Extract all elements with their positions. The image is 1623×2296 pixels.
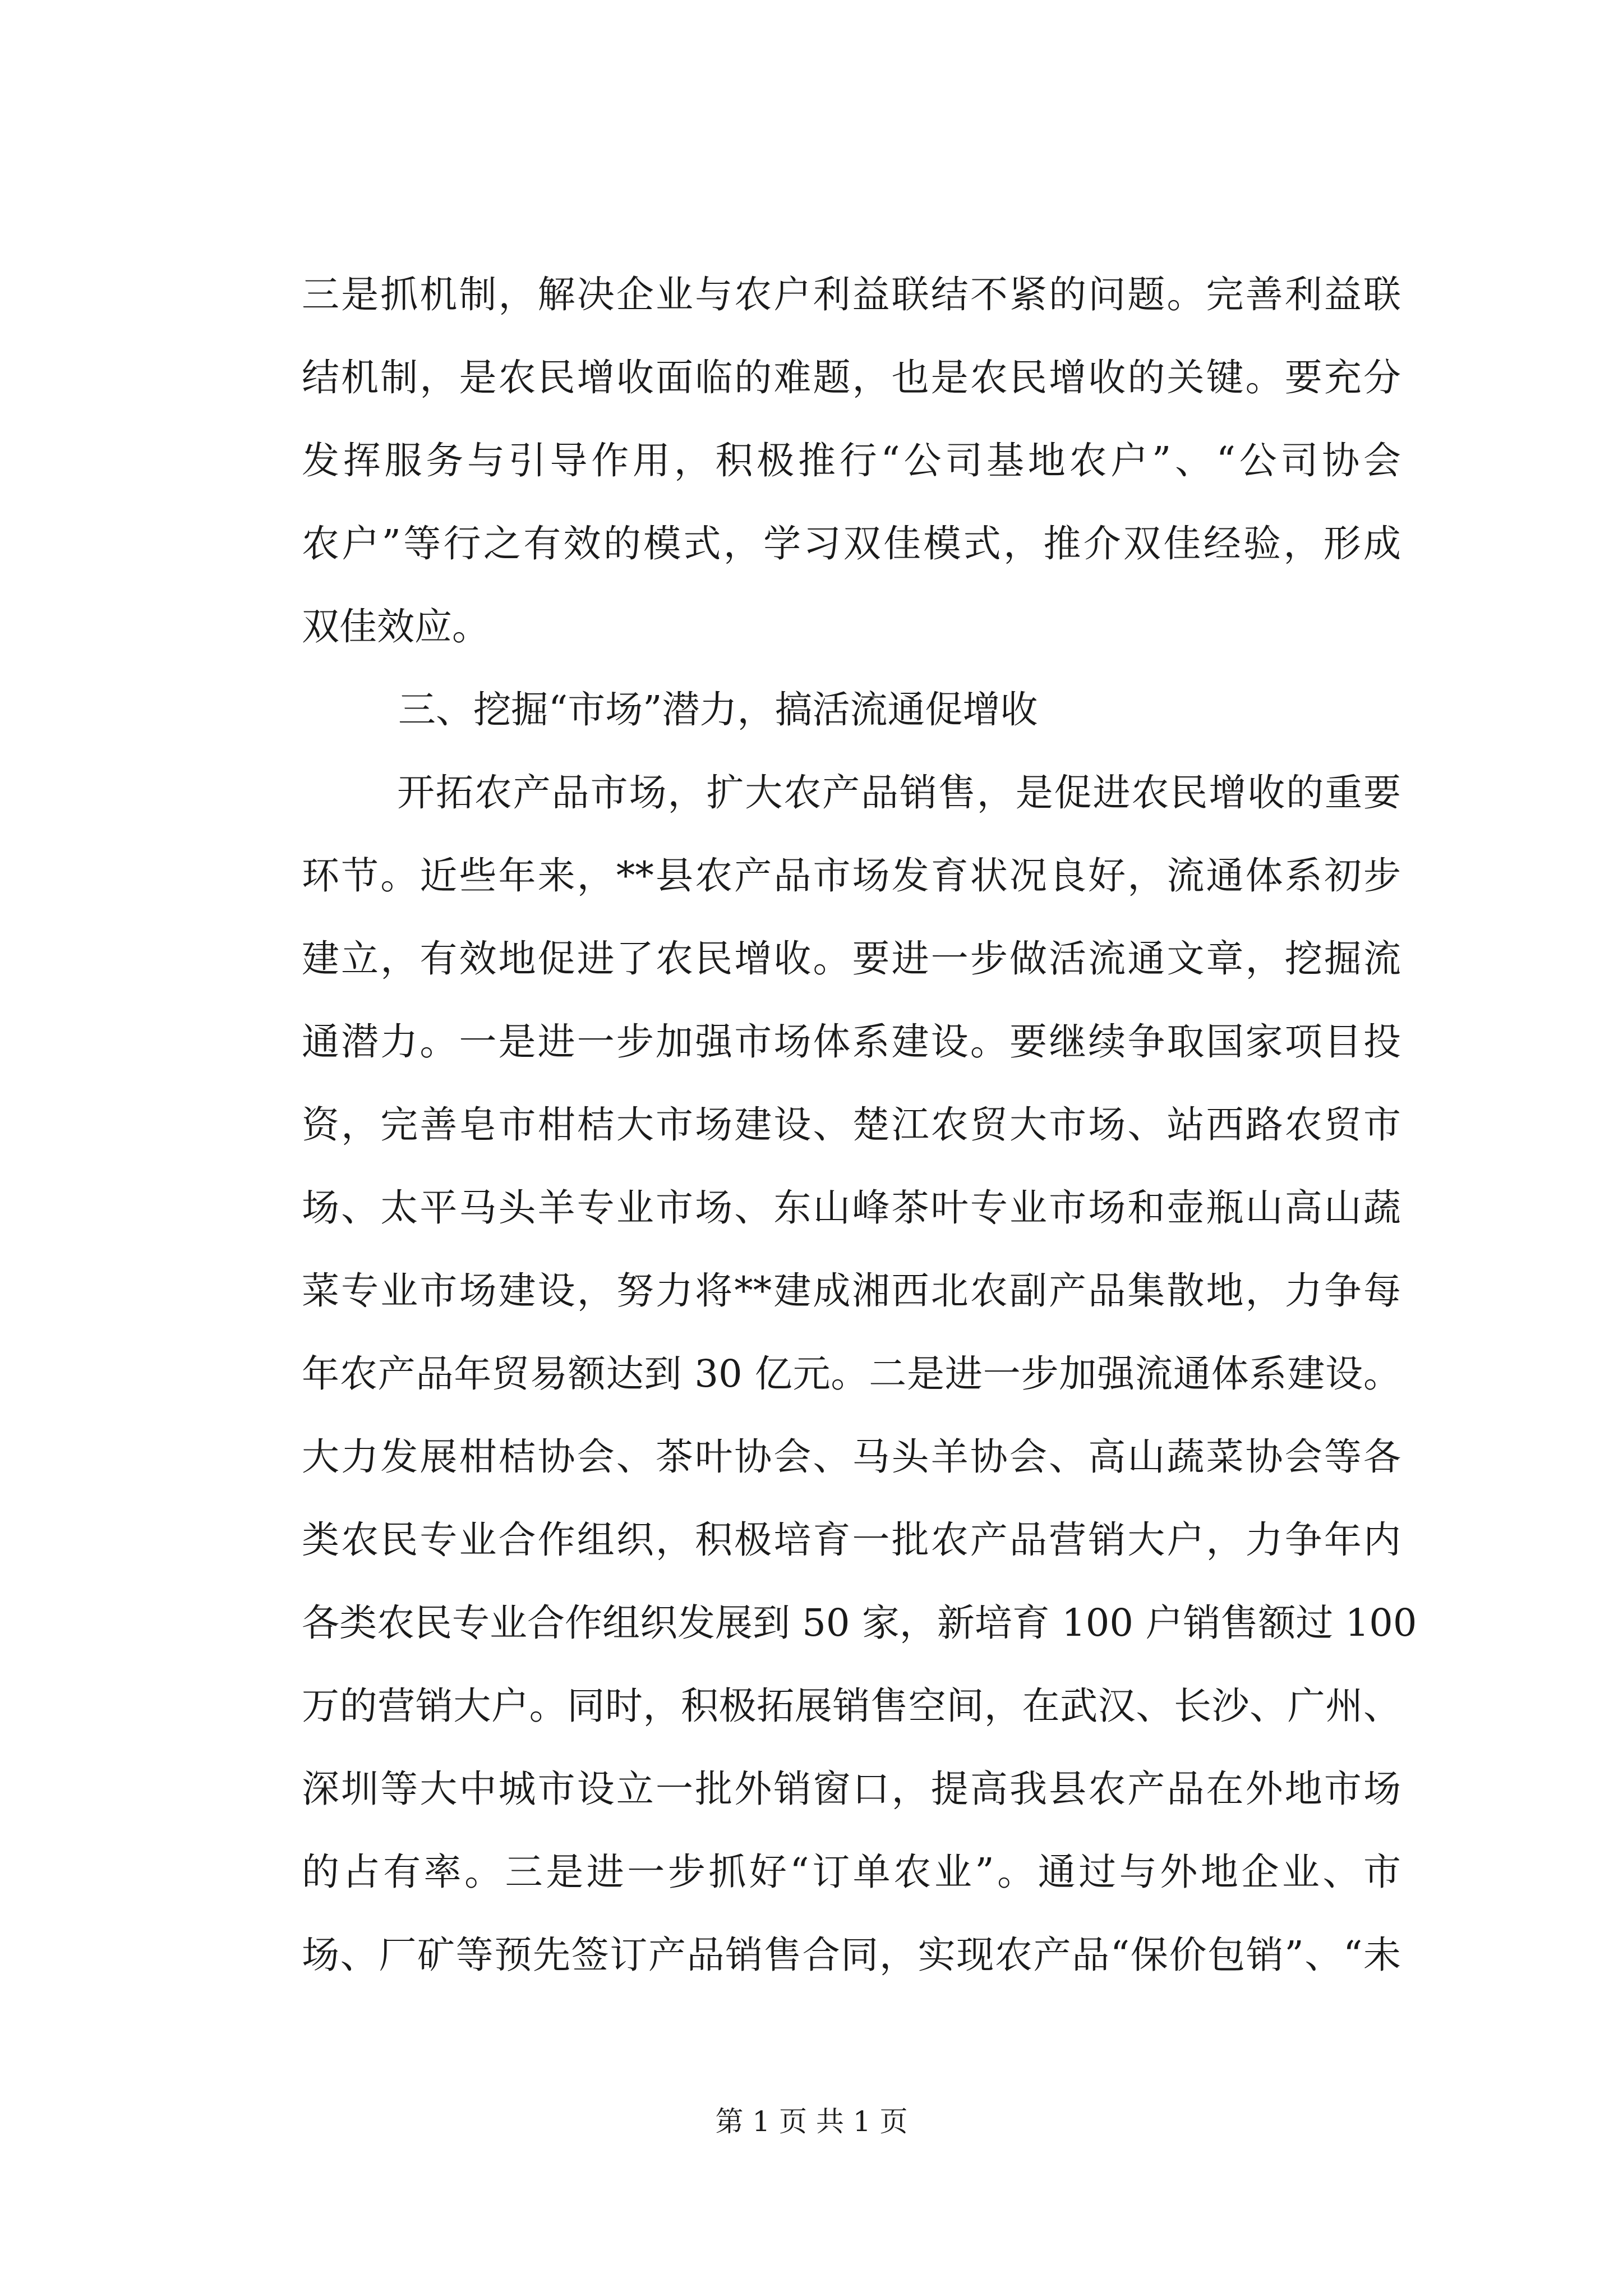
text-line: 发挥服务与引导作用，积极推行“公司基地农户”、“公司协会 xyxy=(302,439,1401,482)
text-line: 深圳等大中城市设立一批外销窗口，提高我县农产品在外地市场 xyxy=(302,1767,1401,1811)
text-line: 各类农民专业合作组织发展到 50 家，新培育 100 户销售额过 100 xyxy=(302,1601,1417,1645)
text-line: 的占有率。三是进一步抓好“订单农业”。通过与外地企业、市 xyxy=(302,1850,1401,1894)
page-footer xyxy=(0,2105,1623,2138)
text-line: 开拓农产品市场，扩大农产品销售，是促进农民增收的重要 xyxy=(397,771,1401,815)
text-line: 建立，有效地促进了农民增收。要进一步做活流通文章，挖掘流 xyxy=(302,937,1401,981)
section-heading: 三、挖掘“市场”潜力，搞活流通促增收 xyxy=(398,688,1038,731)
text-line: 类农民专业合作组织，积极培育一批农产品营销大户，力争年内 xyxy=(302,1518,1401,1562)
page-number: 第 1 页 共 1 页 xyxy=(715,2105,908,2138)
text-line: 菜专业市场建设，努力将**建成湘西北农副产品集散地，力争每 xyxy=(302,1269,1401,1313)
text-line: 资，完善皂市柑桔大市场建设、楚江农贸大市场、站西路农贸市 xyxy=(302,1103,1401,1147)
text-line: 结机制，是农民增收面临的难题，也是农民增收的关键。要充分 xyxy=(302,356,1401,399)
text-line: 场、厂矿等预先签订产品销售合同，实现农产品“保价包销”、“未 xyxy=(302,1933,1401,1977)
text-line: 通潜力。一是进一步加强市场体系建设。要继续争取国家项目投 xyxy=(302,1020,1401,1064)
text-line: 农户”等行之有效的模式，学习双佳模式，推介双佳经验，形成 xyxy=(302,522,1401,565)
text-line: 双佳效应。 xyxy=(302,605,490,648)
text-line: 万的营销大户。同时，积极拓展销售空间，在武汉、长沙、广州、 xyxy=(302,1684,1401,1728)
text-line: 三是抓机制，解决企业与农户利益联结不紧的问题。完善利益联 xyxy=(302,273,1401,316)
text-line: 场、太平马头羊专业市场、东山峰茶叶专业市场和壶瓶山高山蔬 xyxy=(302,1186,1401,1230)
text-line: 大力发展柑桔协会、茶叶协会、马头羊协会、高山蔬菜协会等各 xyxy=(302,1435,1401,1479)
text-line: 年农产品年贸易额达到 30 亿元。二是进一步加强流通体系建设。 xyxy=(302,1352,1401,1396)
text-line: 环节。近些年来，**县农产品市场发育状况良好，流通体系初步 xyxy=(302,854,1401,898)
